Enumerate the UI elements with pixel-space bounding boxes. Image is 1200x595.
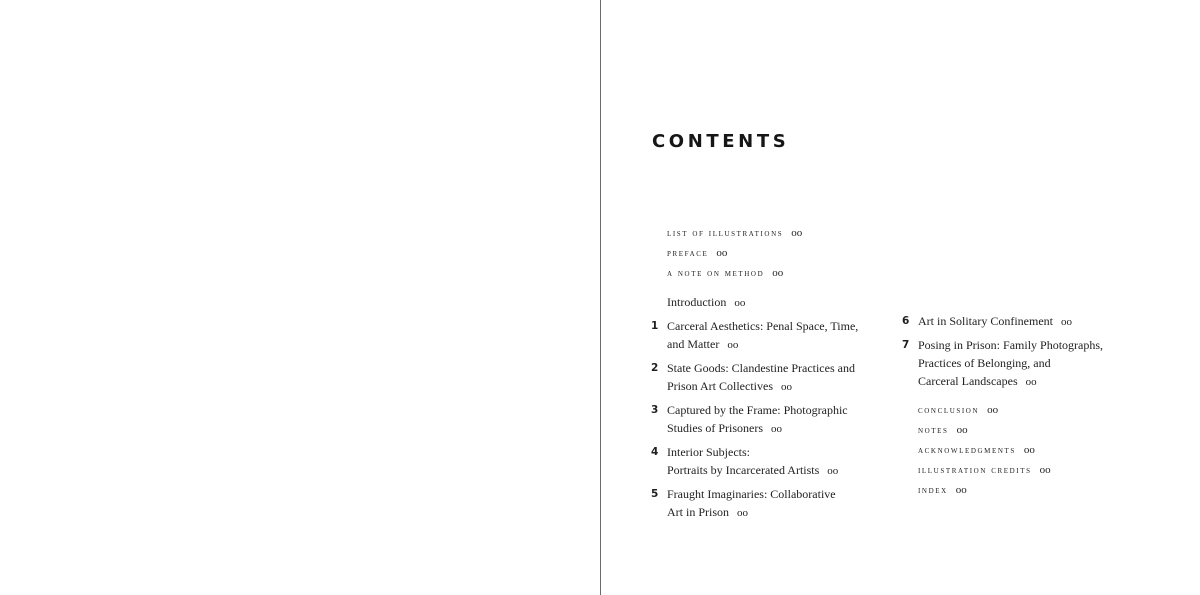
page-number: oo bbox=[727, 339, 739, 351]
chapter-number: 3 bbox=[651, 404, 659, 416]
chapter-number: 4 bbox=[651, 446, 659, 458]
entry-label: conclusion bbox=[918, 405, 980, 416]
toc-entry-acknowledgments[interactable] bbox=[918, 443, 1035, 458]
page-number: oo bbox=[1023, 444, 1035, 456]
toc-chapter-6[interactable] bbox=[902, 312, 1072, 331]
page-number: oo bbox=[1060, 316, 1072, 328]
chapter-number: 2 bbox=[651, 362, 659, 374]
toc-chapter-3[interactable] bbox=[651, 401, 848, 438]
chapter-title-line: Prison Art Collectives bbox=[667, 379, 773, 393]
toc-chapter-2[interactable] bbox=[651, 359, 855, 396]
page-number: oo bbox=[955, 484, 967, 496]
entry-label: list of illustrations bbox=[667, 228, 784, 239]
toc-entry-notes[interactable] bbox=[918, 423, 968, 438]
chapter-number: 6 bbox=[902, 315, 910, 327]
toc-chapter-7[interactable] bbox=[902, 336, 1104, 391]
page-number: oo bbox=[956, 424, 968, 436]
chapter-title-line: Art in Solitary Confinement bbox=[918, 314, 1053, 328]
contents-heading: CONTENTS bbox=[652, 131, 790, 152]
toc-chapter-1[interactable] bbox=[651, 317, 859, 354]
chapter-number: 7 bbox=[902, 339, 910, 351]
entry-label: notes bbox=[918, 425, 949, 436]
entry-label: a note on method bbox=[667, 268, 765, 279]
page-number: oo bbox=[737, 507, 749, 519]
chapter-title-line: State Goods: Clandestine Practices and bbox=[667, 361, 855, 375]
chapter-title-line: Carceral Aesthetics: Penal Space, Time, bbox=[667, 319, 859, 333]
chapter-title-line: Captured by the Frame: Photographic bbox=[667, 403, 848, 417]
page-number: oo bbox=[772, 267, 784, 279]
chapter-title-line: Practices of Belonging, and bbox=[918, 356, 1051, 370]
toc-entry-note-on-method[interactable] bbox=[667, 266, 783, 281]
page-number: oo bbox=[734, 297, 746, 309]
page-number: oo bbox=[827, 465, 839, 477]
page-number: oo bbox=[791, 227, 803, 239]
chapter-title-line: Fraught Imaginaries: Collaborative bbox=[667, 487, 836, 501]
chapter-title-line: Posing in Prison: Family Photographs, bbox=[918, 338, 1104, 352]
page-number: oo bbox=[781, 381, 792, 393]
toc-chapter-5[interactable] bbox=[651, 485, 836, 522]
chapter-number: 5 bbox=[651, 488, 659, 500]
page-number: oo bbox=[1039, 464, 1051, 476]
chapter-title-line: and Matter bbox=[667, 337, 720, 351]
page-gutter-line bbox=[600, 0, 601, 595]
page-number: oo bbox=[987, 404, 999, 416]
toc-entry-index[interactable] bbox=[918, 483, 967, 498]
toc-entry-introduction[interactable] bbox=[667, 293, 745, 312]
toc-entry-list-of-illustrations[interactable] bbox=[667, 226, 802, 241]
chapter-title-line: Art in Prison bbox=[667, 505, 730, 519]
toc-entry-preface[interactable] bbox=[667, 246, 727, 261]
toc-entry-illustration-credits[interactable] bbox=[918, 463, 1051, 478]
chapter-title-line: Interior Subjects: bbox=[667, 445, 750, 459]
page-number: oo bbox=[716, 247, 728, 259]
chapter-title-line: Studies of Prisoners bbox=[667, 421, 763, 435]
chapter-title-line: Carceral Landscapes bbox=[918, 374, 1018, 388]
entry-label: preface bbox=[667, 248, 709, 259]
page-number: oo bbox=[771, 423, 782, 435]
entry-label: illustration credits bbox=[918, 465, 1032, 476]
entry-label: Introduction bbox=[667, 295, 727, 309]
chapter-title-line: Portraits by Incarcerated Artists bbox=[667, 463, 820, 477]
entry-label: index bbox=[918, 485, 948, 496]
toc-entry-conclusion[interactable] bbox=[918, 403, 998, 418]
entry-label: acknowledgments bbox=[918, 445, 1016, 456]
page-number: oo bbox=[1025, 376, 1037, 388]
chapter-number: 1 bbox=[651, 320, 659, 332]
toc-chapter-4[interactable] bbox=[651, 443, 839, 480]
